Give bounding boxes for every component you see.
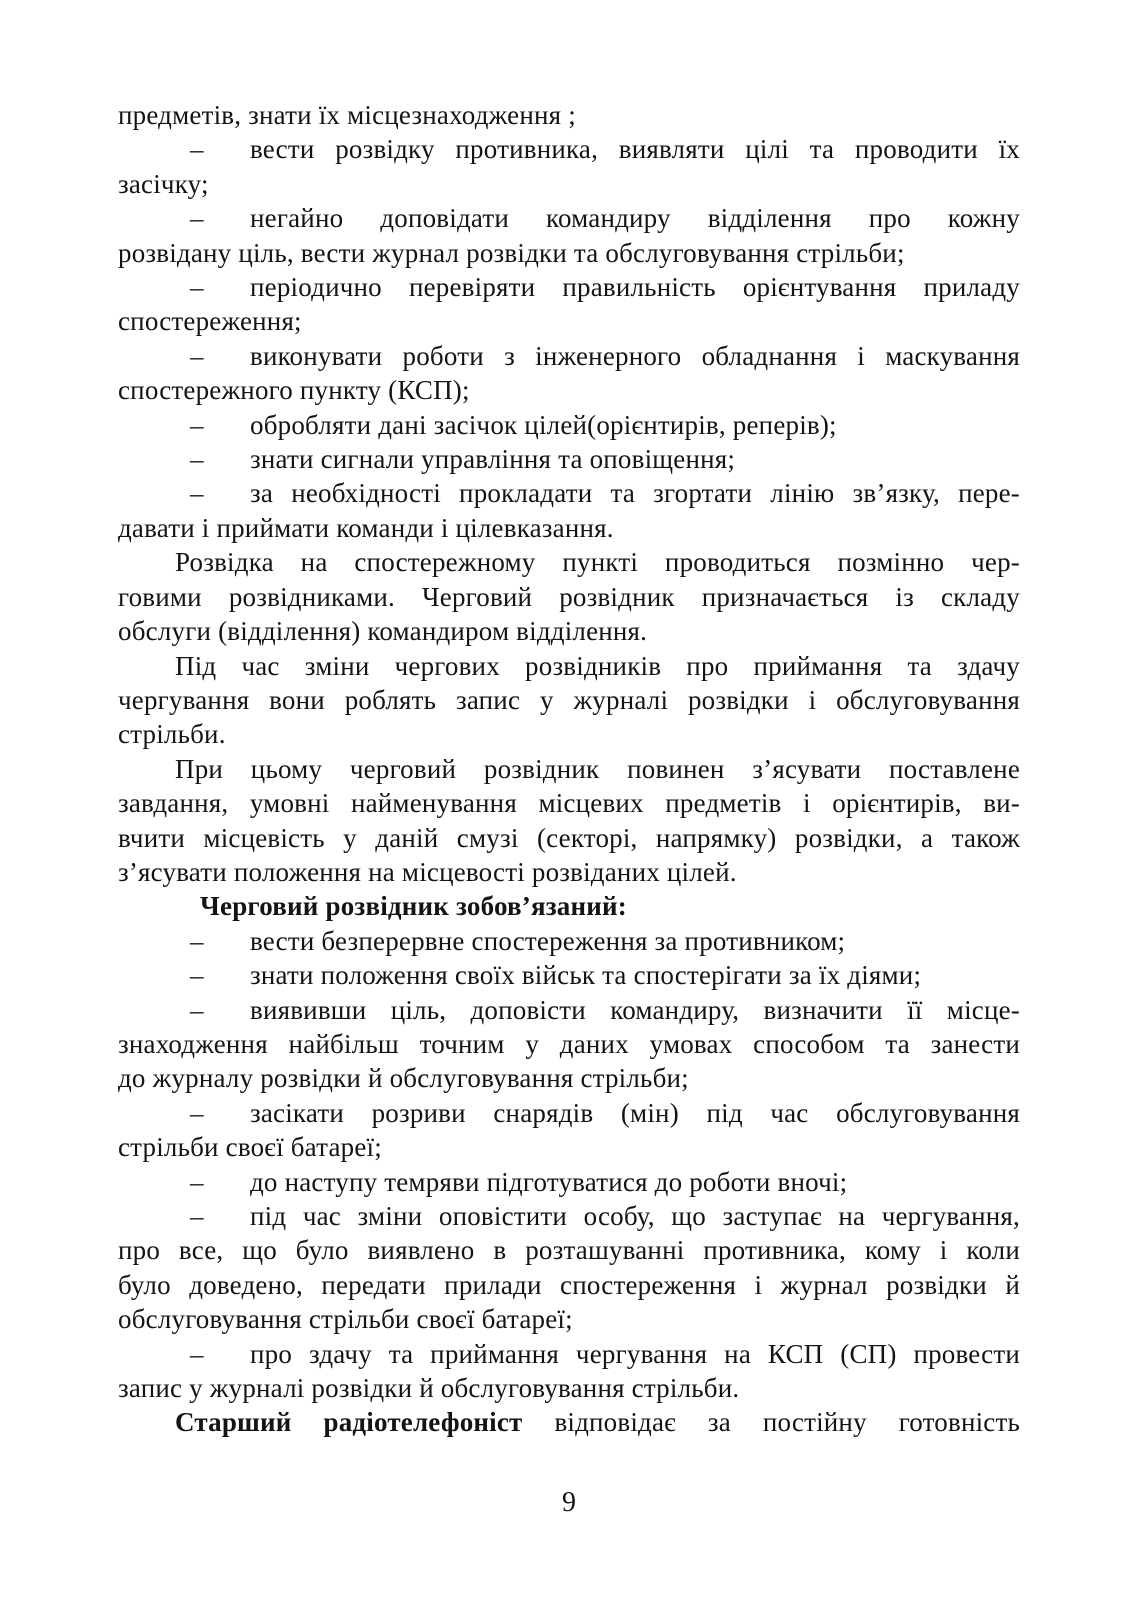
text-line: стрільби своєї батареї; <box>118 1132 382 1163</box>
text-line: було доведено, передати прилади спостереження і журнал розвідки й <box>118 1269 1020 1300</box>
text-line: говими розвідниками. Черговий розвідник призначається із складу <box>118 581 1020 612</box>
text-line: предметів, знати їх місцезнаходження ; <box>118 100 576 130</box>
text-line: обслуги (відділення) командиром відділення. <box>118 616 648 647</box>
bullet-line: – знати сигнали управління та оповіщення; <box>118 442 1020 476</box>
bullet-dash: – <box>190 925 204 956</box>
text-line: спостережного пункту (КСП); <box>118 375 470 406</box>
text-line: запис у журналі розвідки й обслуговування стрільби. <box>118 1373 740 1404</box>
bullet-dash: – <box>190 340 204 371</box>
bullet-dash: – <box>190 1097 204 1128</box>
text-line: Розвідка на спостережному пункті проводиться позмінно чер- <box>175 547 1020 578</box>
bullet-line: – за необхідності прокладати та згортати лінію зв’язку, пере- <box>118 476 1020 510</box>
bullet-line: – обробляти дані засічок цілей(орієнтирів, реперів); <box>118 408 1020 442</box>
text-line: При цьому черговий розвідник повинен з’ясувати поставлене <box>175 753 1020 784</box>
bullet-dash: – <box>190 134 204 165</box>
bullet-dash: – <box>190 994 204 1025</box>
bullet-dash: – <box>190 1166 204 1197</box>
text-line: засічку; <box>118 168 209 199</box>
text-line: Під час зміни чергових розвідників про приймання та здачу <box>175 650 1020 681</box>
text-line: до журналу розвідки й обслуговування стрільби; <box>118 1063 689 1094</box>
bullet-dash: – <box>190 203 204 234</box>
bullet-line: – негайно доповідати командиру відділення про кожну <box>118 201 1020 235</box>
text-line: розвідану ціль, вести журнал розвідки та обслуговування стрільби; <box>118 237 905 268</box>
text-block <box>118 98 1020 1440</box>
bullet-dash: – <box>190 1201 204 1231</box>
text-line: стрільби. <box>118 719 226 750</box>
bullet-dash: – <box>190 409 204 440</box>
bullet-line: – засікати розриви снарядів (мін) під час обслуговування <box>118 1096 1020 1130</box>
text-line: про все, що було виявлено в розташуванні противника, кому і коли <box>118 1235 1020 1266</box>
text-line: обслуговування стрільби своєї батареї; <box>118 1304 573 1335</box>
bullet-dash: – <box>190 444 204 475</box>
bullet-line: – про здачу та приймання чергування на КСП (СП) провести <box>118 1337 1020 1371</box>
bullet-line: – періодично перевіряти правильність орієнтування приладу <box>118 270 1020 304</box>
page-number: 9 <box>562 1487 576 1518</box>
bold-lead-in: Старший радіотелефоніст <box>175 1407 523 1438</box>
bullet-dash: – <box>190 960 204 991</box>
text-line: вчити місцевість у даній смузі (секторі, напрямку) розвідки, а також <box>118 822 1020 853</box>
text-line: з’ясувати положення на місцевості розвіданих цілей. <box>118 856 737 887</box>
text-line: чергування вони роблять запис у журналі розвідки і обслуговування <box>118 684 1020 715</box>
bullet-dash: – <box>190 478 204 509</box>
bullet-line: – виконувати роботи з інженерного обладнання і маскування <box>118 339 1020 373</box>
bullet-line: – вести розвідку противника, виявляти цілі та проводити їх <box>118 132 1020 166</box>
text-line: завдання, умовні найменування місцевих предметів і орієнтирів, ви- <box>118 788 1020 819</box>
bullet-dash: – <box>190 1338 204 1369</box>
text-line: Старший радіотелефоніст відповідає за постійну готовність <box>175 1407 1020 1438</box>
bullet-line: – знати положення своїх військ та спостерігати за їх діями; <box>118 958 1020 992</box>
text-line: давати і приймати команди і цілевказання. <box>118 512 614 543</box>
bullet-dash: – <box>190 272 204 303</box>
heading-line: Черговий розвідник зобов’язаний: <box>200 891 627 922</box>
bullet-line: – під час зміни оповістити особу, що заступає на чергування, <box>118 1199 1020 1233</box>
bullet-line: – до наступу темряви підготуватися до роботи вночі; <box>118 1165 1020 1199</box>
bullet-line: – виявивши ціль, доповісти командиру, визначити її місце- <box>118 993 1020 1027</box>
text-line: знаходження найбільш точним у даних умовах способом та занести <box>118 1028 1020 1059</box>
text-line: спостереження; <box>118 306 302 337</box>
bullet-line: – вести безперервне спостереження за противником; <box>118 924 1020 958</box>
